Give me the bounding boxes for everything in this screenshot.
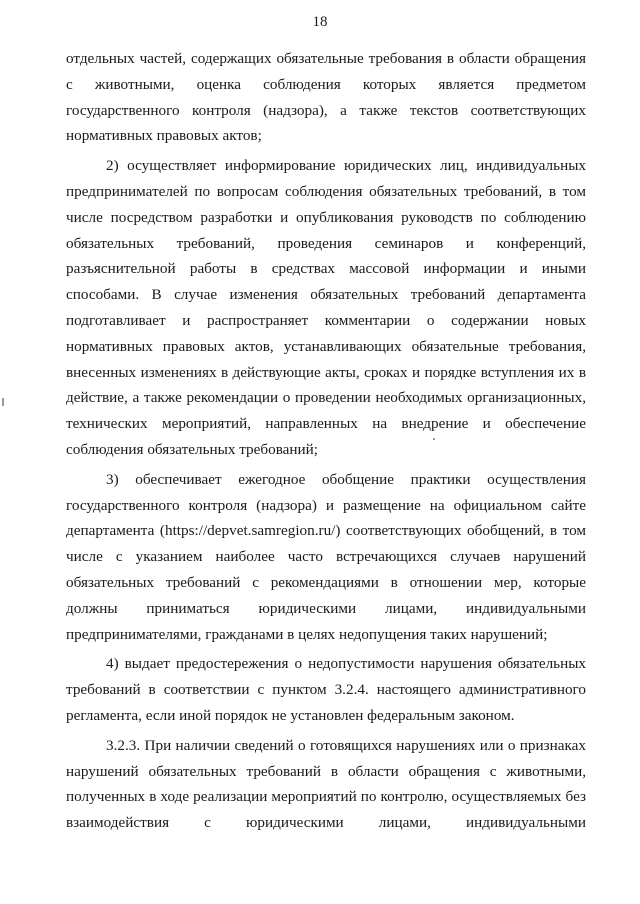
text-line: нормативных правовых актов; <box>66 127 262 145</box>
text-line: технических мероприятий, направленных на внедрение и обеспечение <box>66 415 586 433</box>
text-line: обязательных требований с рекомендациями в отношении мер, которые <box>66 573 586 591</box>
text-line: числе с указанием наиболее часто встречающихся случаев нарушений <box>66 548 586 566</box>
paragraph-1 <box>66 46 586 149</box>
text-line: внесенных изменениях в действующие акты, сроках и порядке вступления их в <box>66 363 586 381</box>
text-line: 3) обеспечивает ежегодное обобщение практики осуществления <box>106 470 586 488</box>
text-line: требований в соответствии с пунктом 3.2.4. настоящего административного <box>66 681 586 699</box>
paragraph-4 <box>66 651 586 728</box>
text-line: 2) осуществляет информирование юридических лиц, индивидуальных <box>106 157 586 175</box>
scan-margin-mark <box>2 398 4 406</box>
text-line: отдельных частей, содержащих обязательные требования в области обращения <box>66 50 586 67</box>
paragraph-3 <box>66 467 586 648</box>
text-line: способами. В случае изменения обязательных требований департамента <box>66 286 586 304</box>
text-line: соблюдения обязательных требований; <box>66 440 319 458</box>
text-line: 3.2.3. При наличии сведений о готовящихся нарушениях или о признаках <box>106 736 586 754</box>
document-body <box>66 46 586 836</box>
text-line: 4) выдает предостережения о недопустимости нарушения обязательных <box>106 655 586 673</box>
text-line: действие, а также рекомендации о проведении необходимых организационных, <box>66 389 586 407</box>
text-line: регламента, если иной порядок не установлен федеральным законом. <box>66 706 515 724</box>
text-line: с животными, оценка соблюдения которых является предметом <box>66 75 586 93</box>
text-line: должны приниматься юридическими лицами, индивидуальными <box>66 599 586 617</box>
text-line: числе посредством разработки и опубликования руководств по соблюдению <box>66 208 586 226</box>
text-line: предпринимателями, гражданами в целях недопущения таких нарушений; <box>66 625 548 643</box>
page-number: 18 <box>312 14 328 30</box>
paragraph-2 <box>66 153 586 463</box>
text-line: разъяснительной работы в средствах массовой информации и иными <box>66 260 586 278</box>
text-line: департамента (https://depvet.samregion.ru/) соответствующих обобщений, в том <box>66 522 586 540</box>
text-line: подготавливает и распространяет комментарии о содержании новых <box>66 311 586 329</box>
text-line: нормативных правовых актов, устанавливающих обязательные требования, <box>66 337 586 355</box>
text-line: государственного контроля (надзора) и размещение на официальном сайте <box>66 496 586 514</box>
text-line: полученных в ходе реализации мероприятий по контролю, осуществляемых без <box>66 788 586 806</box>
paragraph-5 <box>66 733 586 836</box>
text-line: предпринимателей по вопросам соблюдения обязательных требований, в том <box>66 182 586 200</box>
text-line: обязательных требований, проведения семинаров и конференций, <box>66 234 586 252</box>
text-line: нарушений обязательных требований в области обращения с животными, <box>66 762 586 780</box>
text-line: государственного контроля (надзора), а также текстов соответствующих <box>66 101 586 119</box>
text-line: взаимодействия с юридическими лицами, индивидуальными <box>66 814 586 832</box>
